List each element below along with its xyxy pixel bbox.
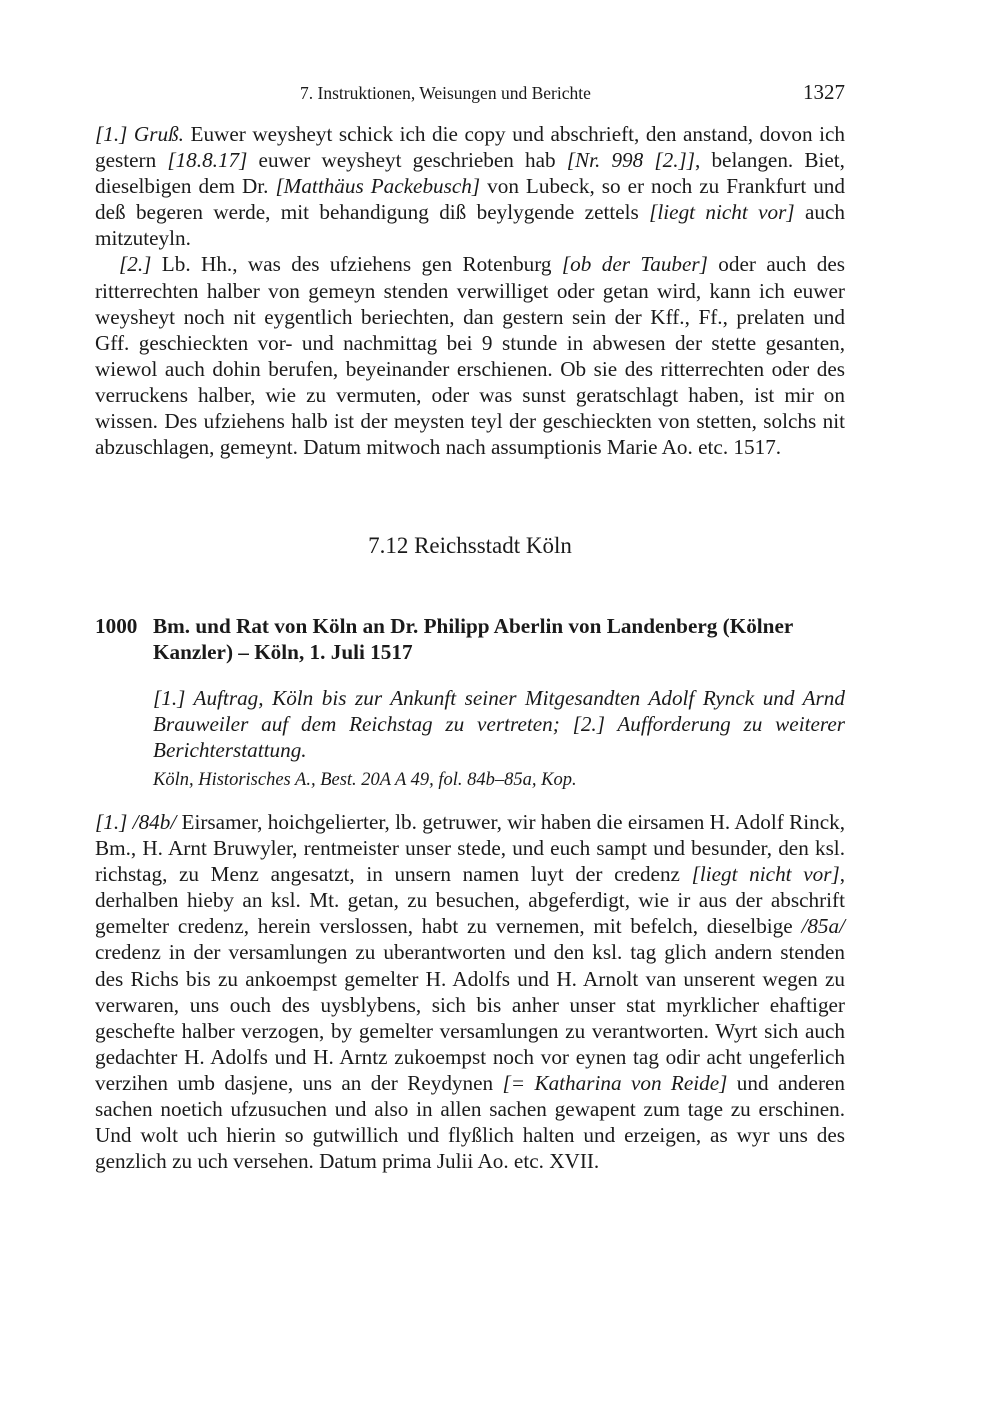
document-title: Bm. und Rat von Köln an Dr. Philipp Aberlin von Landenberg (Kölner Kanzler) – Köln, 1. Juli 1517 [153, 614, 793, 665]
document-body-paragraph [95, 809, 845, 1174]
running-title: 7. Instruktionen, Weisungen und Berichte [300, 83, 591, 103]
paragraph-1-editorial-2: [Nr. 998 [2.]] [566, 148, 695, 173]
body-text-3: credenz in der versamlungen zu uberantworten und den ksl. tag glich andern stenden des Richs bis zu ankoempst gemelter H. Adolfs und H. Arnolt van unserent wegen zu verwaren, uns ouch des uysblybens, sich bis anher unser stat myrklicher ehaftiger geschefte halber verzogen, by gemelter versamlungen zu verantworten. Wyrt sich auch gedachter H. Adolfs und H. Arntz zukoempst noch vor eynen tag odir acht ungeferlich verzihen umb dasjene, uns an der Reydynen [95, 940, 845, 1095]
paragraph-1-text-1: Euwer weysheyt schick ich die copy und abschrieft, den anstand, dovon ich gestern [95, 122, 845, 173]
running-head [95, 80, 845, 110]
paragraph-2-text-1: Lb. Hh., was des ufziehens gen Rotenburg [151, 252, 562, 277]
page-number: 1327 [803, 80, 845, 104]
body-editorial-3: /85a/ [801, 914, 845, 939]
paragraph-1-editorial-1: [18.8.17] [167, 148, 248, 173]
paragraph-2-text-2: oder auch des ritterrechten halber von gemeyn stenden verwilliget oder getan wird, kann ich euwer weysheyt noch nit eygentlich beriechten, dan gestern sein der Kff., Ff., prelaten und Gff. geschieckten vor- und nachmittag bei 9 stunde in abwesen der stette gesanten, wiewol auch dohin berufen, beyeinander erschienen. Ob sie des ritterrechten oder des verruckens halber, wie zu vermuten, oder was sunst geratschlagt haben, ist mir on wissen. Des ufziehens halb ist der meysten teyl der geschieckten von stetten, solchs nit abzuschlagen, gemeynt. Datum mitwoch nach assumptionis Marie Ao. etc. 1517. [95, 252, 845, 460]
paragraph-2-editorial-1: [ob der Tauber] [561, 252, 708, 277]
document-body [95, 809, 845, 1174]
document-source: Köln, Historisches A., Best. 20A A 49, fol. 84b–85a, Kop. [153, 770, 577, 790]
body-editorial-1: [1.] /84b/ [95, 810, 177, 834]
paragraph-1-text-4: von Lubeck, so er noch zu Frankfurt und deß begeren werde, mit behandigung diß beylygende zettels [95, 174, 845, 225]
body-text-1: Eirsamer, hoichgelierter, lb. getruwer, wir haben die eirsamen H. Adolf Rinck, Bm., H. Arnt Bruwyler, rentmeister unser stede, und euch sampt und besunder, den ksl. richstag, zu Menz angesatzt, in unsern namen luyt der credenz [95, 810, 845, 887]
previous-document-text [95, 121, 845, 460]
document-heading [95, 613, 845, 665]
body-editorial-2: [liegt nicht vor] [691, 862, 840, 887]
paragraph-1-text-3: , belangen. Biet, dieselbigen dem Dr. [95, 148, 845, 199]
document-number: 1000 [95, 614, 138, 638]
document-summary: [1.] Auftrag, Köln bis zur Ankunft seiner Mitgesandten Adolf Rynck und Arnd Brauweiler auf dem Reichstag zu vertreten; [2.] Aufforderung zu weiterer Berichterstattung. [153, 686, 845, 763]
paragraph-1-editorial-4: [liegt nicht vor] [649, 200, 795, 225]
paragraph-1-text-2: euwer weysheyt geschrieben hab [247, 148, 567, 173]
body-text-4: und anderen sachen noetich ufzusuchen und also in allen sachen gewapent zum tage zu erschinen. Und wolt uch hierin so gutwillich und flyßlich halten und erzeigen, as wyr uns des genzlich zu uch versehen. Datum prima Julii Ao. etc. XVII. [95, 1070, 846, 1174]
section-heading: 7.12 Reichsstadt Köln [368, 533, 572, 558]
paragraph-1-marker: [1.] Gruß. [95, 122, 184, 146]
paragraph-2 [95, 251, 845, 460]
paragraph-1 [95, 121, 845, 251]
body-text-2: , derhalben hieby an ksl. Mt. getan, zu besuchen, abgeferdigt, wie ir aus der abschrift gemelter credenz, herein verslossen, habt zu vernemen, mit befelch, dieselbige [95, 862, 845, 939]
paragraph-1-text-5: auch mitzuteyln. [95, 200, 845, 251]
body-editorial-4: [= Katharina von Reide] [502, 1070, 728, 1095]
paragraph-1-editorial-3: [Matthäus Packebusch] [275, 174, 481, 199]
paragraph-2-marker: [2.] [119, 252, 152, 277]
